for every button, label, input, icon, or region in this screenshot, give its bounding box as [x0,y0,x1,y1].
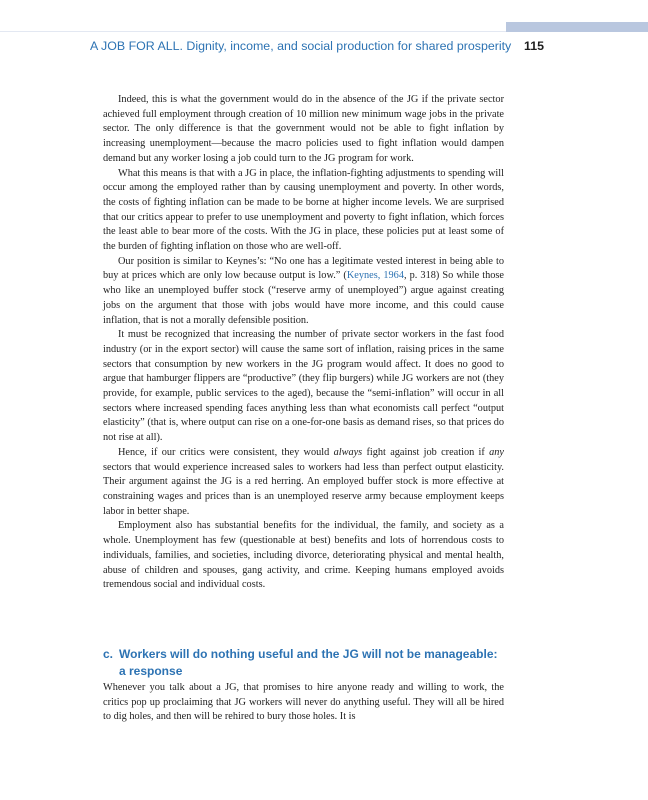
section-paragraph: Whenever you talk about a JG, that promises to hire anyone ready and willing to work, the critics pop up proclaiming that JG workers will never do anything useful. They will all be hired to dig holes, and then will be rehired to bury those holes. It is [103,682,504,723]
paragraph-2: What this means is that with a JG in place, the inflation-fighting adjustments to spending will occur among the employed rather than by causing unemployment and poverty. In other words, the costs of fighting inflation can be made to be borne at higher income levels. We are surprised that our critics appear to prefer to use unemployment and poverty to fight inflation, which forces the least able to bear more of the costs. With the JG in place, these policies put at least some of the burden of fighting inflation on those who are well-off. [103,167,504,253]
paragraph-6: Employment also has substantial benefits for the individual, the family, and society as a whole. Unemployment has few (questionable at best) benefits and lots of horrendous costs to individuals, families, and societies, including divorce, deteriorating physical and mental health, abuse of children and spouses, gang activity, and crime. Keeping humans employed avoids tremendous social and individual costs. [103,520,504,591]
paragraph-1: Indeed, this is what the government would do in the absence of the JG if the private sector achieved full employment through creation of 10 million new minimum wage jobs in the private sector. The only difference is that the government would not be able to fight inflation by increasing unemployment—because the macro policies used to fight inflation would dampen demand but any worker losing a job could turn to the JG program for work. [103,94,504,164]
paragraph-5-text-part-2: fight against job creation if [362,446,490,458]
running-head [90,37,550,55]
section-heading [103,646,504,680]
section-letter: c. [103,647,114,661]
emphasis-always: always [333,446,363,458]
paragraph-5-text-part-3: sectors that would experience increased sales to workers had less than perfect output elasticity. Their argument against the JG is a red herring. An employed buffer stock is more effective at constraining wages and prices than is an unemployed reserve army because employment keeps labor in better shape. [103,461,504,517]
paragraph-5-text-part-1: Hence, if our critics were consistent, they would [118,446,334,458]
paragraph-4: It must be recognized that increasing the number of private sector workers in the fast food industry (or in the export sector) will cause the same sort of inflation, raising prices in the same sectors that consumption by new workers in the JG program would affect. It does no good to argue that hamburger flippers are “productive” (they flip burgers) while JG workers are not (they provide, for example, public services to the aged), because the “semi-inflation” will occur in all sectors where increased spending faces anything less than what economists call perfect “output elasticity” (that is, where output can rise on a one-for-one basis as demand rises, so that prices do not rise at all). [103,329,504,444]
paragraph-3 [103,255,504,329]
header-rule [0,31,506,32]
running-title: A JOB FOR ALL. Dignity, income, and social production for shared prosperity [90,39,512,53]
citation-link[interactable]: Keynes, 1964 [346,270,404,282]
paragraph-3-text-end: , p. 318) So while those who like an unemployed buffer stock (“reserve army of unemployed”) argue against creating jobs on the argument that those with jobs would have more income, and this could cause inflation, that is not a morally defensible position. [103,270,504,326]
emphasis-any: any [489,446,504,458]
page-number: 115 [524,39,544,53]
paragraph-5 [103,446,504,520]
header-accent-bar [506,22,648,32]
body-text [103,93,504,593]
section-title: Workers will do nothing useful and the JG will not be manageable: a response [119,647,498,678]
paragraph-3-text-start: Our position is similar to Keynes’s: “No one has a legitimate vested interest in being able to buy at prices which are only low because output is low.” ( [103,255,504,282]
section-body [103,681,504,725]
